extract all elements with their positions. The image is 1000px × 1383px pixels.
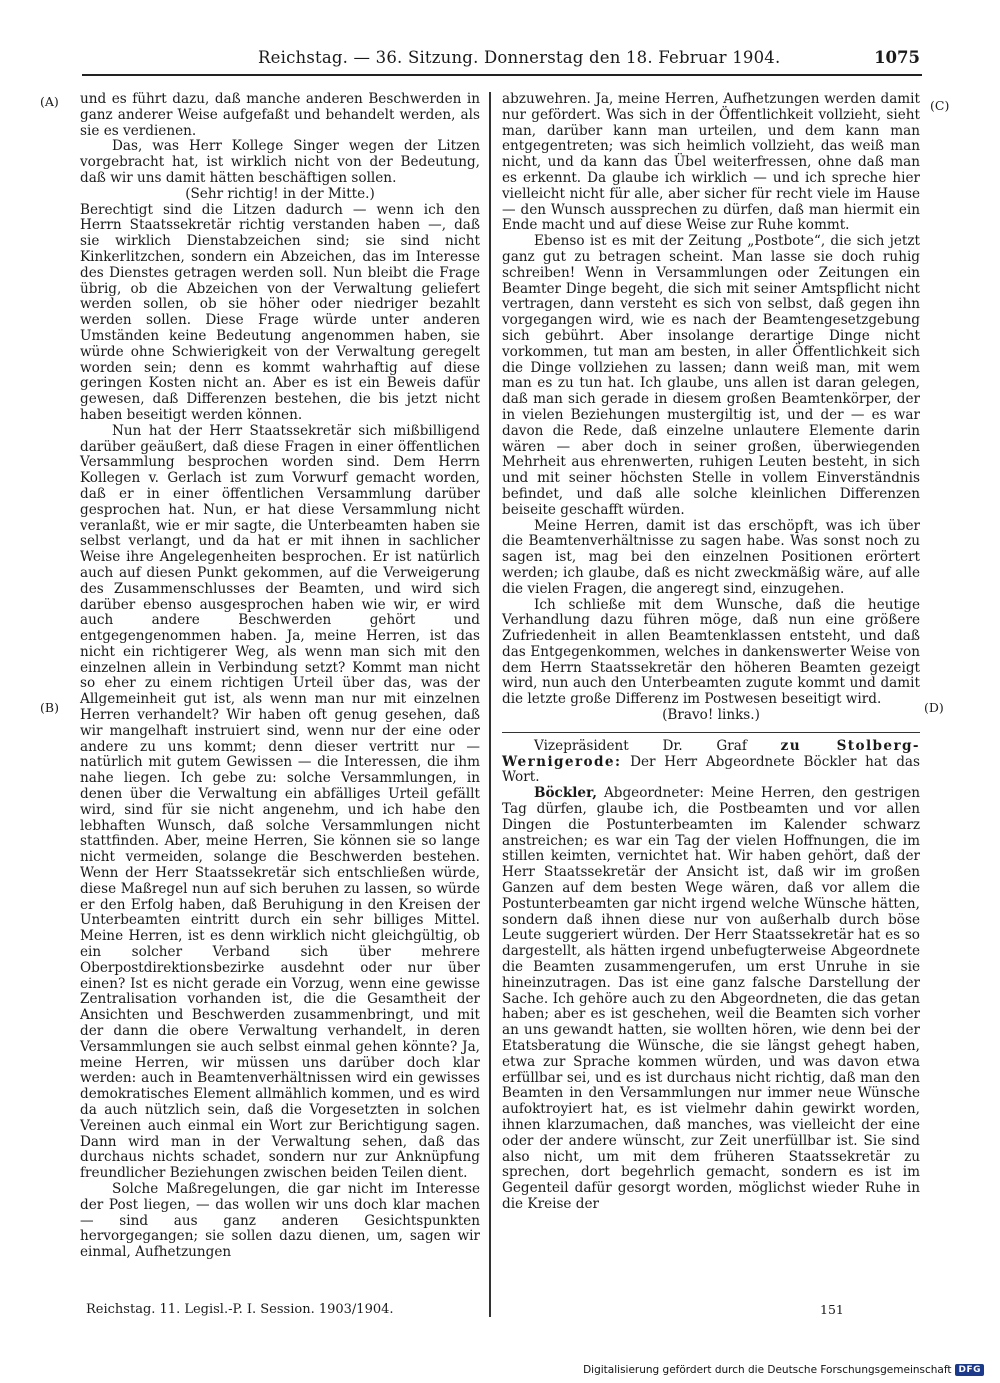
paragraph: abzuwehren. Ja, meine Herren, Aufhetzungen werden damit nur gefördert. Was sich in der Öffentlichkeit vollzieht, sieht man, darüber kann man urteilen, und dem kann man entgegentreten; was sich heimlich vollzieht, das weiß man nicht, und da kann das Übel weiterfressen, ohne daß man es erkennt. Da glaube ich wirklich — und ich spreche hier vielleicht nicht für alle, aber sicher für recht viele im Hause — den Wunsch aussprechen zu dürfen, daß man hiermit ein Ende macht und auf diese Weise zur Ruhe kommt. xyxy=(502,91,920,234)
column-divider xyxy=(489,92,491,1317)
interjection: (Sehr richtig! in der Mitte.) xyxy=(185,185,375,202)
margin-marker-c: (C) xyxy=(930,98,950,113)
footer-session-info: Reichstag. 11. Legisl.-P. I. Session. 1903/1904. xyxy=(86,1302,394,1317)
running-title: Reichstag. — 36. Sitzung. Donnerstag den 18. Februar 1904. xyxy=(258,48,781,67)
vice-president-name: zu Stolberg-Wernigerode: xyxy=(502,737,920,770)
paragraph: Berechtigt sind die Litzen dadurch — wenn ich den Herrn Staatssekretär richtig verstanden haben —, daß sie wirklich Dienstabzeichen sind; sie sind nicht Kinkerlitzchen, sondern ein Abzeichen, das im Interesse des Dienstes getragen werden soll. Nun bleibt die Frage übrig, ob die Abzeichen von der Verwaltung geliefert werden sollen, ob sie höher oder niedriger bezahlt werden sollen. Diese Frage würde unter anderen Umständen keine Bedeutung angenommen haben, sie würde ohne Schwierigkeit von der Verwaltung geregelt worden sein; denn es kommt wahrhaftig auf diese geringen Kosten nicht an. Aber es ist ein Beweis dafür gewesen, daß Differenzen bestehen, die bis jetzt nicht haben beseitigt werden können. xyxy=(80,201,480,423)
left-column xyxy=(80,92,480,1261)
header-rule xyxy=(82,74,922,76)
margin-marker-a: (A) xyxy=(40,94,59,109)
funding-note xyxy=(583,1364,984,1376)
page-number: 1075 xyxy=(874,48,920,67)
speech-text: Meine Herren, den gestrigen Tag dürfen, glaube ich, die Postbeamten und vor allen Dingen die Postunterbeamten im Kalender schwarz anstreichen; es war ein Tag der vielen Hoffnungen, die im stillen keimten, vernichtet hat. Wir haben gehört, daß der Herr Staatssekretär der Ansicht ist, daß wir im großen Ganzen auf dem besten Wege wären, daß vor allem die Postunterbeamten gar nicht irgend welche Wünsche hätten, sondern daß ihnen diese nur von außerhalb durch böse Leute suggeriert würden. Der Herr Staatssekretär hat es so dargestellt, als hätten irgend unbefugterweise Abgeordnete die Beamten zusammengerufen, um erst Unruhe in sie hineinzutragen. Das ist eine ganz falsche Darstellung der Sache. Ich gehöre auch zu den Abgeordneten, die das getan haben; aber es ist geschehen, weil die Beamten sich vorher an uns gewandt hatten, sie wollten hören, wie denn bei der Etatsberatung die Wünsche, die sie längst gehegt haben, etwa zur Sprache kommen würden, und was davon etwa erfüllbar sei, und es ist durchaus nicht richtig, daß man den Beamten in den Versammlungen nur immer neue Wünsche aufoktroyiert hat, es ist vielmehr dahin gewirkt worden, ihnen klarzumachen, daß manches, was vielleicht der eine oder der andere wünscht, zur Zeit unerfüllbar ist. Sie sind also nicht, um mit dem früheren Staatssekretär zu sprechen, dort begehrlich gemacht, sondern es ist im Gegenteil dafür gesorgt worden, möglichst wieder Ruhe in die Kreise der xyxy=(502,785,920,1212)
paragraph: Nun hat der Herr Staatssekretär sich mißbilligend darüber geäußert, daß diese Fragen in einer öffentlichen Versammlung besprochen worden sind. Dem Herrn Kollegen v. Gerlach ist zum Vorwurf gemacht worden, daß er in einer öffentlichen Versammlung darüber gesprochen hat. Nun, er hat diese Versammlung nicht veranlaßt, wie er mir sagte, die Unterbeamten haben sie selbst verlangt, und da hat er mit ihnen in sachlicher Weise ihre Angelegenheiten besprochen. Er ist natürlich auch auf diesen Punkt gekommen, auf die Verweigerung des Zusammenschlusses der Beamten, und wird sich darüber ebenso ausgesprochen haben wie wir, er wird auch andere Beschwerden gehört und entgegengenommen haben. Ja, meine Herren, ist das nicht ein richtigerer Weg, als wenn man sich mit den einzelnen allein in Verbindung setzt? Kommt man nicht so eher zu einem richtigen Urteil über das, was der Allgemeinheit gut ist, als wenn man nur mit einzelnen Herren verhandelt? Wir haben oft genug gesehen, daß wir mangelhaft instruiert sind, wenn nur der eine oder andere zu uns kommt; denn dieser vertritt nur — natürlich mit gutem Gewissen — die Interessen, die ihm nahe liegen. Ich gebe zu: solche Versammlungen, in denen über die Verwaltung ein abfälliges Urteil gefällt wird, sind für sie nicht angenehm, und ich habe den lebhaften Wunsch, daß solche Versammlungen nicht stattfinden. Aber, meine Herren, Sie können sie so lange nicht vermeiden, solange die Beschwerden bestehen. Wenn der Herr Staatssekretär sich entschließen würde, diese Maßregel nun auf sich beruhen zu lassen, so würde er den Erfolg haben, daß Beruhigung in den Kreisen der Unterbeamten eintritt durch ein sehr billiges Mittel. Meine Herren, ist es denn wirklich nicht gleichgültig, ob ein solcher Verband sich über mehrere Oberpostdirektionsbezirke ausdehnt oder nur über einen? Ist es nicht gerade ein Vorzug, wenn eine gewisse Zentralisation vorhanden ist, die die Gesamtheit der Ansichten und Beschwerden zusammenbringt, und mit der dann die obere Verwaltung verhandelt, in deren Versammlungen sie auch selbst einmal gehen könnte? Ja, meine Herren, wir müssen uns darüber doch klar werden: auch in Beamtenverhältnissen wird ein gewisses demokratisches Element allmählich kommen, und es wird da auch nützlich sein, daß die Vorgesetzten in solchen Vereinen auch einmal ein Wort zur Berichtigung sagen. Dann wird man in der Verwaltung sehen, daß das durchaus nichts schadet, sondern nur zur Anknüpfung freundlicher Beziehungen zwischen beiden Teilen dient. xyxy=(80,422,480,1182)
interjection: (Bravo! links.) xyxy=(662,707,760,724)
margin-marker-b: (B) xyxy=(40,700,59,715)
paragraph: Solche Maßregelungen, die gar nicht im Interesse der Post liegen, — das wollen wir uns doch klar machen — sind aus ganz anderen Gesichtspunkten hervorgegangen; sie sollen dazu dienen, um, sagen wir einmal, Aufhetzungen xyxy=(80,1180,480,1261)
right-column xyxy=(502,92,920,1213)
section-rule xyxy=(502,732,920,733)
dfg-logo: DFG xyxy=(955,1364,984,1376)
speaker-role: Abgeordneter: xyxy=(603,785,704,802)
paragraph: Ich schließe mit dem Wunsche, daß die heutige Verhandlung dazu führen möge, daß nun eine größere Zufriedenheit in allen Beamtenklassen entsteht, und daß das Entgegenkommen, welches in dankenswerter Weise von dem Herrn Staatssekretär den höheren Beamten gezeigt wird, nun auch den Unterbeamten zugute kommt und damit die letzte große Differenz im Postwesen beseitigt wird. xyxy=(502,596,920,708)
vice-president-text: Der Herr Abgeordnete Böckler hat das Wort. xyxy=(502,753,920,786)
footer-sheet-number: 151 xyxy=(820,1302,844,1317)
funding-text: Digitalisierung gefördert durch die Deutsche Forschungsgemeinschaft xyxy=(583,1364,952,1376)
speech xyxy=(502,786,920,1213)
paragraph: und es führt dazu, daß manche anderen Beschwerden in ganz anderer Weise aufgefaßt und behandelt werden, als sie es verdienen. xyxy=(80,91,480,139)
paragraph: Meine Herren, damit ist das erschöpft, was ich über die Beamtenverhältnisse zu sagen habe. Was sonst noch zu sagen ist, mag bei den einzelnen Positionen erörtert werden; ich glaube, daß es nicht zweckmäßig wäre, auf alle die vielen Fragen, die angeregt sind, einzugehen. xyxy=(502,517,920,597)
margin-marker-d: (D) xyxy=(924,700,944,715)
paragraph: Ebenso ist es mit der Zeitung „Postbote“, die sich jetzt ganz gut zu betragen scheint. Man lasse sie doch ruhig schreiben! Wenn in Versammlungen oder Zeitungen ein Beamter Dinge begeht, die sich mit seiner Amtspflicht nicht vertragen, dann versteht es sich von selbst, daß gegen ihn vorgegangen wird, wie es nach der Beamtengesetzgebung sich gebührt. Aber insolange derartige Dinge nicht vorkommen, tut man am besten, in aller Öffentlichkeit sich die Dinge vollziehen zu lassen; dann weiß man, mit wem man es zu tun hat. Ich glaube, uns allen ist daran gelegen, daß man sich gerade in diesem großen Beamtenkörper, der in vielen Beziehungen mustergiltig ist, und der — es war davon die Rede, daß einzelne unlautere Elemente darin wären — aber doch in seiner großen, überwiegenden Mehrheit aus ehrenwerten, ruhigen Leuten besteht, in sich und mit seiner höchsten Stelle in vollem Einverständnis befindet, und daß alle solche kleinlichen Differenzen beiseite geschafft würden. xyxy=(502,233,920,518)
vice-president-role: Vizepräsident Dr. Graf xyxy=(534,737,747,754)
paragraph: Das, was Herr Kollege Singer wegen der Litzen vorgebracht hat, ist wirklich nicht von der Bedeutung, daß wir uns damit hätten beschäftigen sollen. xyxy=(80,138,480,186)
page-header xyxy=(88,48,920,76)
vice-president-statement xyxy=(502,739,920,786)
speaker-name: Böckler, xyxy=(534,785,597,802)
